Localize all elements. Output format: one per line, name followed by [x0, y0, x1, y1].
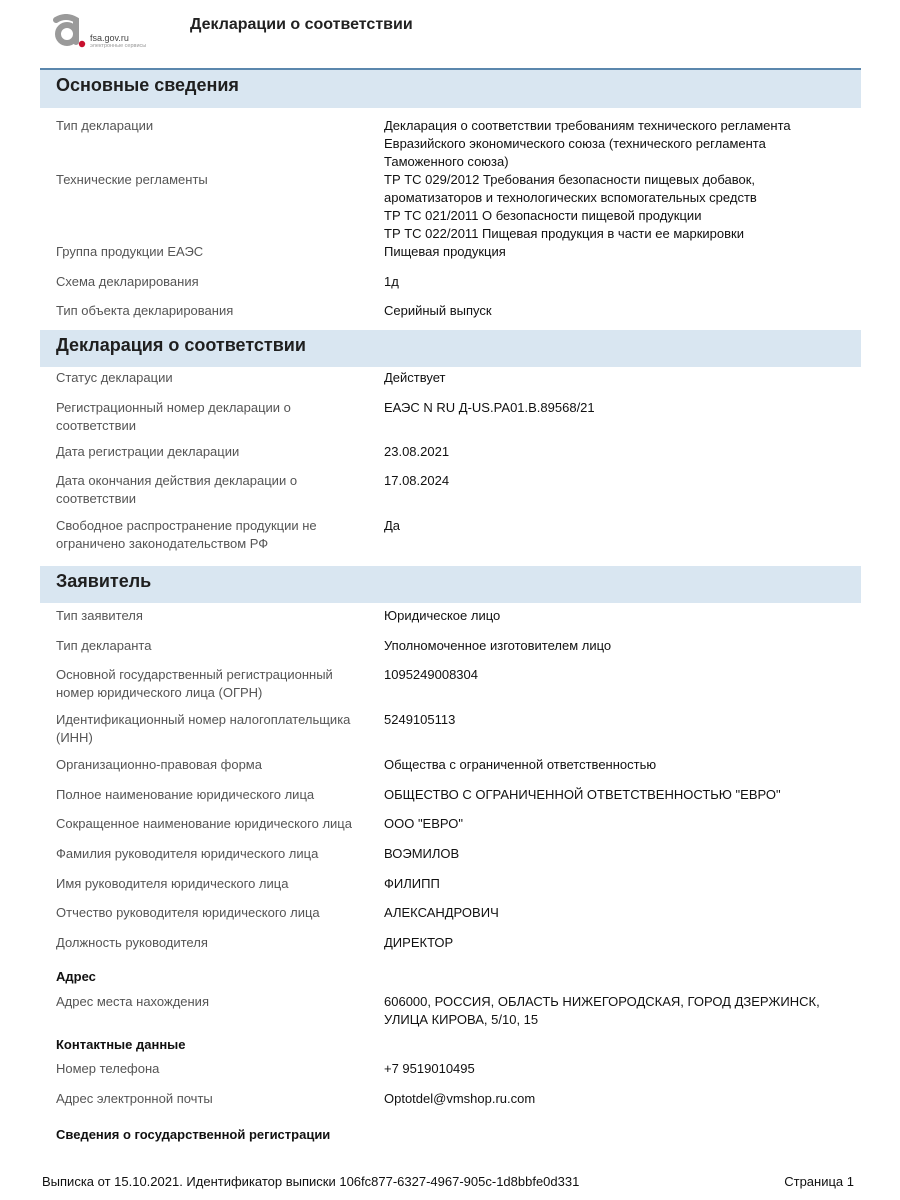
field-label: Свободное распространение продукции не ограничено законодательством РФ	[56, 518, 317, 551]
field-label: Тип объекта декларирования	[56, 303, 234, 318]
document-title: Декларации о соответствии	[190, 16, 413, 33]
field-label: Адрес места нахождения	[56, 994, 209, 1009]
field-label: Группа продукции ЕАЭС	[56, 244, 204, 259]
field-value: АЛЕКСАНДРОВИЧ	[384, 905, 499, 920]
section-declaration-header	[40, 330, 861, 367]
field-label: Отчество руководителя юридического лица	[56, 905, 320, 920]
field-value: Декларация о соответствии требованиям технического регламента Евразийского экономического союза (технического регламента Таможенного союза)	[384, 118, 791, 169]
field-label: Тип заявителя	[56, 608, 143, 623]
field-label: Должность руководителя	[56, 935, 208, 950]
subsection-contacts-title: Контактные данные	[56, 1037, 186, 1052]
section-basic-header	[40, 70, 861, 108]
field-label: Имя руководителя юридического лица	[56, 876, 289, 891]
field-value: ТР ТС 029/2012 Требования безопасности пищевых добавок, ароматизаторов и технологических вспомогательных средств	[384, 172, 757, 205]
email-value: Optotdel@vmshop.ru.com	[384, 1091, 536, 1106]
field-label: Регистрационный номер декларации о соответствии	[56, 400, 291, 433]
document-header	[0, 0, 900, 60]
field-value: Да	[384, 518, 401, 533]
footer-page-number: Страница 1	[784, 1174, 854, 1189]
field-value: ЕАЭС N RU Д-US.РА01.В.89568/21	[384, 400, 595, 415]
footer-extract-info: Выписка от 15.10.2021. Идентификатор выписки 106fc877-6327-4967-905c-1d8bbfe0d331	[42, 1174, 580, 1189]
section-title: Декларация о соответствии	[56, 335, 306, 355]
field-value: ФИЛИПП	[384, 876, 440, 891]
field-value: 606000, РОССИЯ, ОБЛАСТЬ НИЖЕГОРОДСКАЯ, ГОРОД ДЗЕРЖИНСК, УЛИЦА КИРОВА, 5/10, 15	[384, 994, 820, 1027]
section-applicant-header	[40, 566, 861, 603]
field-value: Пищевая продукция	[384, 244, 506, 259]
field-value: 1д	[384, 274, 399, 289]
field-label: Организационно-правовая форма	[56, 757, 262, 772]
field-label: Полное наименование юридического лица	[56, 787, 315, 802]
field-value: ООО "ЕВРО"	[384, 816, 464, 831]
field-value: Серийный выпуск	[384, 303, 492, 318]
field-label: Дата окончания действия декларации о соответствии	[56, 473, 298, 506]
field-label: Тип декларации	[56, 118, 154, 133]
section-title: Заявитель	[56, 571, 152, 591]
field-value: ТР ТС 022/2011 Пищевая продукция в части ее маркировки	[384, 226, 744, 241]
field-label: Фамилия руководителя юридического лица	[56, 846, 319, 861]
field-value: +7 9519010495	[384, 1061, 475, 1076]
field-value: 23.08.2021	[384, 444, 450, 459]
field-label: Дата регистрации декларации	[56, 444, 240, 459]
field-value: 17.08.2024	[384, 473, 450, 488]
field-label: Адрес электронной почты	[56, 1091, 213, 1106]
fsa-logo[interactable]	[52, 12, 162, 52]
logo-domain: fsa.gov.ru	[90, 33, 129, 43]
field-label: Схема декларирования	[56, 274, 199, 289]
fsa-logo-icon	[52, 14, 86, 48]
field-label: Технические регламенты	[56, 172, 208, 187]
field-value: ДИРЕКТОР	[384, 935, 454, 950]
subsection-address-title: Адрес	[56, 969, 96, 984]
logo-subtitle: электронные сервисы	[90, 43, 147, 49]
field-value: Юридическое лицо	[384, 608, 501, 623]
field-value: ОБЩЕСТВО С ОГРАНИЧЕННОЙ ОТВЕТСТВЕННОСТЬЮ "ЕВРО"	[384, 787, 781, 802]
field-value: Общества с ограниченной ответственностью	[384, 757, 657, 772]
field-label: Статус декларации	[56, 370, 173, 385]
subsection-state-registration-title: Сведения о государственной регистрации	[56, 1127, 331, 1142]
field-value: 5249105113	[384, 712, 456, 727]
field-value: ТР ТС 021/2011 О безопасности пищевой продукции	[384, 208, 702, 223]
section-title: Основные сведения	[56, 75, 239, 95]
field-value: 1095249008304	[384, 667, 478, 682]
field-value: Действует	[384, 370, 446, 385]
field-label: Сокращенное наименование юридического лица	[56, 816, 352, 831]
field-label: Номер телефона	[56, 1061, 160, 1076]
field-label: Тип декларанта	[56, 638, 152, 653]
field-label: Идентификационный номер налогоплательщика (ИНН)	[56, 712, 351, 745]
field-label: Основной государственный регистрационный номер юридического лица (ОГРН)	[56, 667, 333, 700]
field-value: ВОЭМИЛОВ	[384, 846, 460, 861]
field-value: Уполномоченное изготовителем лицо	[384, 638, 612, 653]
